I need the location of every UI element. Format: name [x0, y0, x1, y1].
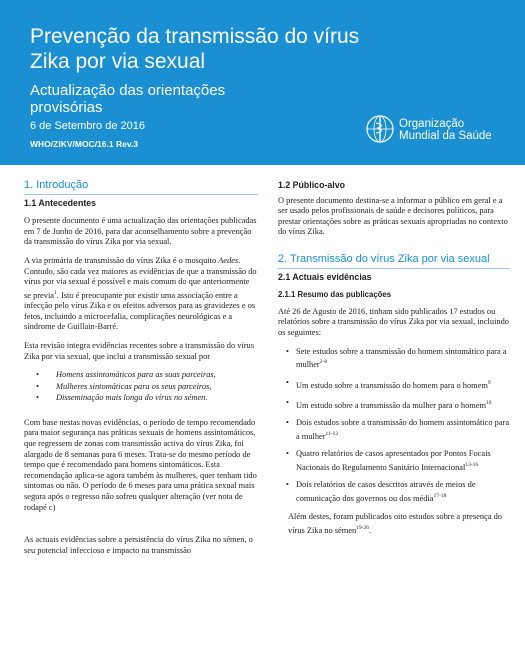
- left-column: [24, 180, 258, 564]
- studies-list: [278, 347, 510, 505]
- paragraph: O presente documento é uma actualização das orientações publicadas em 7 de Junho de 2016, para dar aconselhamento sobre a prevenção da transmissão do vírus Zika por via sexual.: [24, 216, 257, 247]
- transmission-list: [24, 370, 258, 404]
- who-org-name: Organização Mundial da Saúde: [399, 118, 492, 142]
- section-introduction-heading: 1. Introdução: [24, 180, 258, 195]
- paragraph: A via primária de transmissão do vírus Zika é o mosquito Aedes. Contudo, são cada vez maiores as evidências de que a transmissão do vírus por via sexual é possível e mais comum do que anteriormente se previa$^1$. Isto é preocupante por existir uma associação entre a infecção pelo vírus Zika e os efeitos adversos para as gravidezes e os fetos, incluindo a microcefalia, complicações neurológicas e a síndrome de Guillain-Barré.: [24, 255, 257, 332]
- paragraph: Até 26 de Agosto de 2016, tinham sido publicados 17 estudos ou relatórios sobre a transmissão do vírus Zika por via sexual, incluindo os seguintes:: [278, 306, 509, 337]
- paragraph: As actuais evidências sobre a persistência do vírus Zika no sémen, o seu potencial infeccioso e impacto na transmissão: [24, 535, 253, 555]
- section-summary-heading: 2.1.1 Resumo das publicações: [278, 290, 392, 300]
- who-emblem-icon: [365, 114, 395, 144]
- list-item: • Quatro relatórios de casos apresentados por Pontos Focais Nacionais do Regulamento Sanitário Internacional$^{13-16}$: [286, 449, 510, 473]
- document-header: [0, 0, 525, 165]
- list-item: • Um estudo sobre a transmissão da mulher para o homem$^{10}$: [286, 398, 510, 411]
- list-item: • Sete estudos sobre a transmissão do homem sintomático para a mulher$^{2-8}$: [286, 347, 510, 371]
- list-item: • Disseminação mais longa do vírus no sémen.: [28, 393, 258, 404]
- paragraph: Com base nestas novas evidências, o período de tempo recomendado para maior segurança nas práticas sexuais de homens assintomáticos, que regressem de zonas com transmissão activa do vírus Zika, foi alargado de 8 semanas para 6 meses. Trata-se do mesmo período de tempo que é recomendado para homens sintomáticos. Esta recomendação aplica-se agora também às mulheres, quer tenham tido sintomas ou não. O período de 6 meses para uma prática sexual mais segura após o regresso não sofreu qualquer alteração (ver nota de rodapé c): [24, 417, 257, 512]
- list-item: • Dois relatórios de casos descritos através de meios de comunicação dos governos ou dos média$^{17-18}$: [286, 480, 510, 504]
- section-evidence-heading: 2.1 Actuais evidências: [278, 271, 372, 282]
- document-code: WHO/ZIKV/MOC/16.1 Rev.3: [30, 139, 139, 149]
- list-item: • Mulheres sintomáticas para os seus parceiros,: [28, 382, 258, 393]
- paragraph: Esta revisão integra evidências recentes sobre a transmissão do vírus Zika por via sexual, que inclui a transmissão sexual por: [24, 340, 255, 361]
- paragraph: O presente documento destina-se a informar o público em geral e a ser usado pelos profissionais de saúde e decisores políticos, para prestar orientações sobre as práticas sexuais apropriadas no contexto do vírus Zika.: [278, 195, 508, 237]
- document-date: 6 de Setembro de 2016: [30, 120, 145, 132]
- section-publico-alvo-heading: 1.2 Público-alvo: [278, 180, 345, 190]
- list-item: • Dois estudos sobre a transmissão do homem assintomático para a mulher$^{11-12}$: [286, 418, 510, 442]
- document-title: Prevenção da transmissão do vírus Zika por via sexual: [30, 25, 360, 73]
- who-logo: [365, 112, 525, 152]
- list-item: • Um estudo sobre a transmissão do homem para o homem$^9$: [286, 378, 510, 391]
- paragraph: Além destes, foram publicados oito estudos sobre a presença do vírus Zika no sémen$^{19-26}$.: [288, 512, 502, 535]
- section-antecedentes-heading: 1.1 Antecedentes: [24, 197, 97, 208]
- section-transmission-heading: 2. Transmissão do vírus Zika por via sexual: [278, 254, 510, 269]
- right-column: [278, 180, 510, 544]
- list-item: • Homens assintomáticos para as suas parceiras,: [28, 370, 258, 381]
- document-subtitle: Actualização das orientações provisórias: [30, 82, 226, 116]
